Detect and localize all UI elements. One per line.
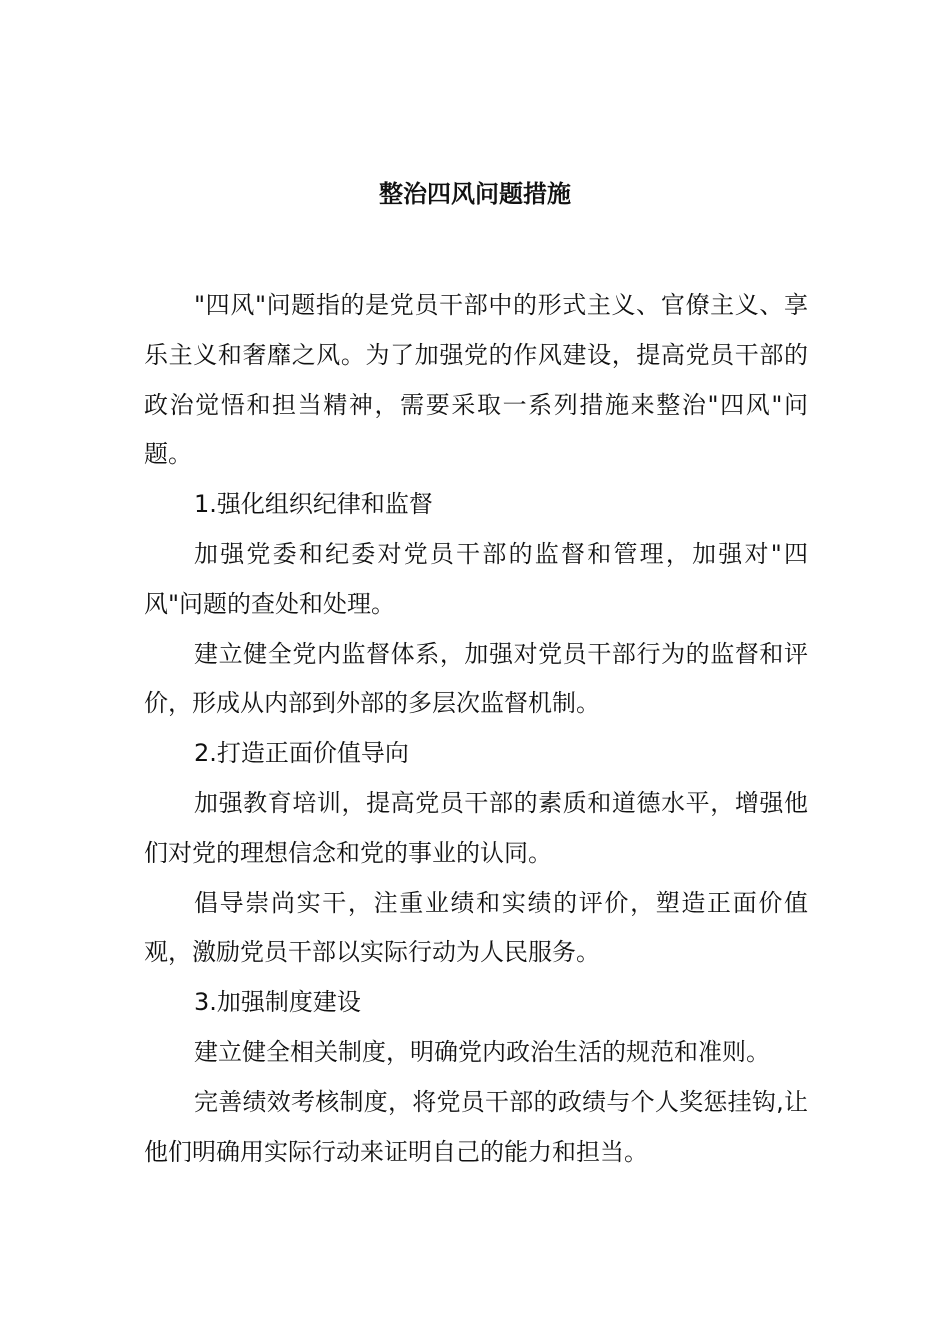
section-heading-2: 2.打造正面价值导向	[194, 739, 409, 768]
section-3-paragraph-1: 建立健全相关制度，明确党内政治生活的规范和准则。	[194, 1037, 770, 1066]
section-3-paragraph-2: 完善绩效考核制度，将党员干部的政绩与个人奖惩挂钩,让他们明确用实际行动来证明自己的能力和担当。	[144, 1087, 808, 1166]
section-1-paragraph-1: 加强党委和纪委对党员干部的监督和管理，加强对"四风"问题的查处和处理。	[144, 539, 808, 618]
document-body	[144, 281, 808, 1177]
section-heading-3: 3.加强制度建设	[194, 988, 361, 1017]
section-2-paragraph-2: 倡导崇尚实干，注重业绩和实绩的评价，塑造正面价值观，激励党员干部以实际行动为人民服务。	[144, 888, 808, 967]
section-1-paragraph-2: 建立健全党内监督体系，加强对党员干部行为的监督和评价，形成从内部到外部的多层次监督机制。	[144, 639, 808, 718]
intro-paragraph: "四风"问题指的是党员干部中的形式主义、官僚主义、享乐主义和奢靡之风。为了加强党的作风建设，提高党员干部的政治觉悟和担当精神，需要采取一系列措施来整治"四风"问题。	[144, 291, 808, 469]
section-2-paragraph-1: 加强教育培训，提高党员干部的素质和道德水平，增强他们对党的理想信念和党的事业的认同。	[144, 788, 808, 867]
document-title: 整治四风问题措施	[379, 180, 571, 209]
section-heading-1: 1.强化组织纪律和监督	[194, 490, 433, 519]
